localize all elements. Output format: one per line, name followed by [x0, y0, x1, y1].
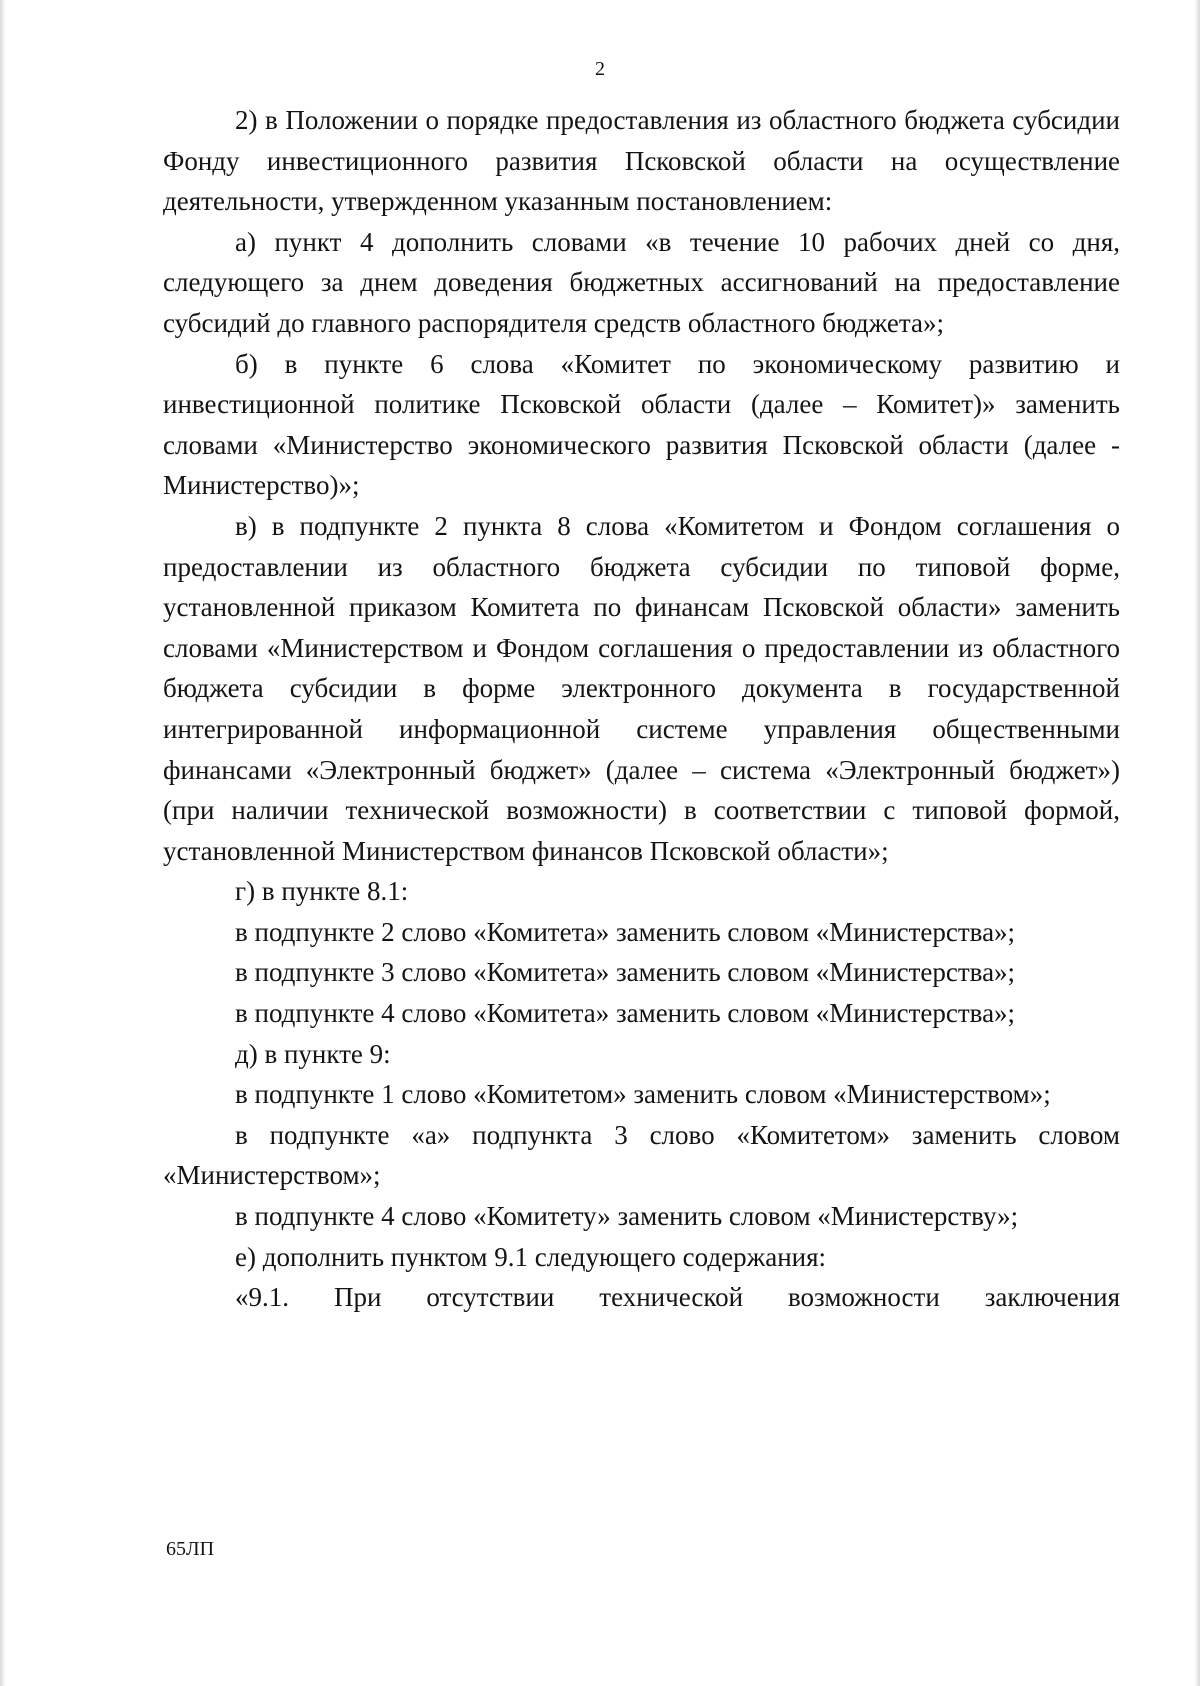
paragraph-d-sub4: в подпункте 4 слово «Комитету» заменить словом «Министерству»; — [235, 1201, 1019, 1232]
paragraph-g: г) в пункте 8.1: — [235, 876, 409, 907]
paragraph-g-sub4: в подпункте 4 слово «Комитета» заменить словом «Министерства»; — [235, 998, 1016, 1029]
paragraph-9-1: «9.1. При отсутствии технической возможности заключения — [235, 1282, 1120, 1313]
scan-edge-left — [0, 0, 6, 1686]
paragraph-d: д) в пункте 9: — [235, 1038, 391, 1069]
paragraph-b: б) в пункте 6 слова «Комитет по экономическому развитию и инвестиционной политике Псковской области (далее – Комитет)» заменить словами «Министерство экономического развития Псковской области (далее - Министерство)»; — [163, 348, 1120, 501]
paragraph-d-sub3a: в подпункте «а» подпункта 3 слово «Комитетом» заменить словом «Министерством»; — [163, 1119, 1120, 1191]
paragraph-2: 2) в Положении о порядке предоставления из областного бюджета субсидии Фонду инвестиционного развития Псковской области на осуществление деятельности, утвержденном указанным постановлением: — [163, 105, 1120, 217]
scan-edge-right — [1194, 0, 1200, 1686]
page-number: 2 — [595, 58, 605, 80]
paragraph-e: е) дополнить пунктом 9.1 следующего содержания: — [235, 1241, 827, 1272]
document-body — [163, 100, 1120, 1318]
paragraph-g-sub2: в подпункте 2 слово «Комитета» заменить словом «Министерства»; — [235, 916, 1016, 947]
paragraph-g-sub3: в подпункте 3 слово «Комитета» заменить словом «Министерства»; — [235, 957, 1016, 988]
paragraph-d-sub1: в подпункте 1 слово «Комитетом» заменить словом «Министерством»; — [235, 1079, 1051, 1110]
footer-code: 65ЛП — [166, 1538, 215, 1560]
paragraph-v: в) в подпункте 2 пункта 8 слова «Комитетом и Фондом соглашения о предоставлении из областного бюджета субсидии по типовой форме, установленной приказом Комитета по финансам Псковской области» заменить словами «Министерством и Фондом соглашения о предоставлении из областного бюджета субсидии в форме электронного документа в государственной интегрированной информационной системе управления общественными финансами «Электронный бюджет» (далее – система «Электронный бюджет») (при наличии технической возможности) в соответствии с типовой формой, установленной Министерством финансов Псковской области»; — [163, 510, 1120, 866]
paragraph-a: а) пункт 4 дополнить словами «в течение 10 рабочих дней со дня, следующего за днем доведения бюджетных ассигнований на предоставление субсидий до главного распорядителя средств областного бюджета»; — [163, 226, 1120, 338]
